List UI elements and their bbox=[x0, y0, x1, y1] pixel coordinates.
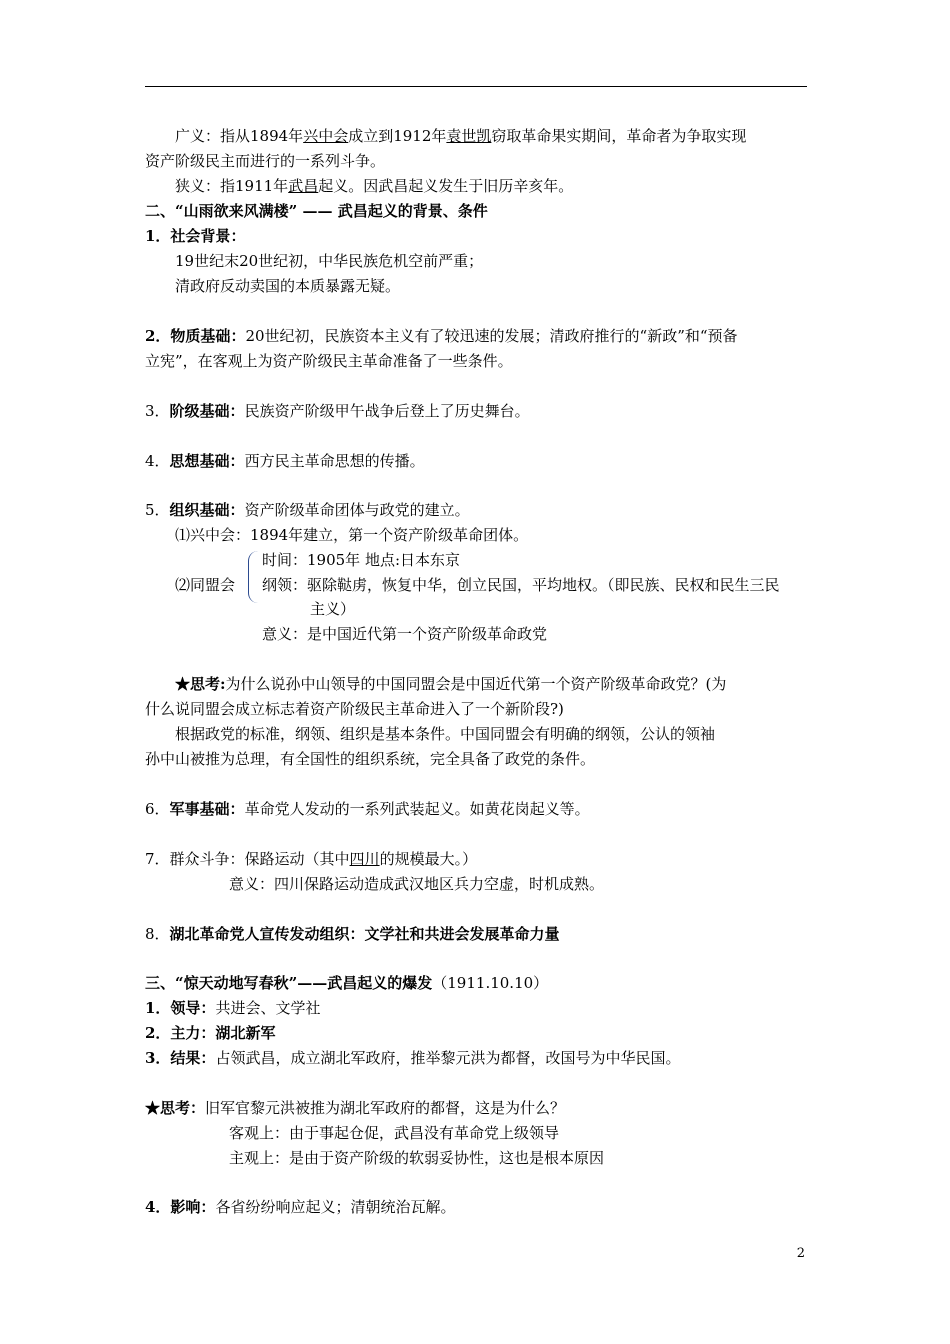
broad-text-c: 窃取革命果实期间，革命者为争取实现 bbox=[491, 127, 747, 145]
narrow-definition bbox=[175, 175, 573, 197]
s3-item-4-label: 4．影响： bbox=[145, 1198, 216, 1216]
think-2-label: ★思考： bbox=[145, 1099, 206, 1117]
s3-item-4 bbox=[145, 1196, 455, 1218]
s3-item-1-text: 共进会、文学社 bbox=[215, 999, 321, 1017]
section-2-title: 二、“山雨欲来风满楼” —— 武昌起义的背景、条件 bbox=[145, 202, 488, 220]
item-2-label: 2．物质基础： bbox=[145, 327, 246, 345]
item-4 bbox=[145, 450, 425, 472]
item-5-text: 资产阶级革命团体与政党的建立。 bbox=[244, 501, 470, 519]
think-2-objective: 客观上：由于事起仓促，武昌没有革命党上级领导 bbox=[229, 1124, 560, 1142]
item-4-num: 4． bbox=[145, 452, 170, 470]
broad-text-b: 成立到1912年 bbox=[348, 127, 447, 145]
item-8 bbox=[145, 923, 560, 945]
section-3-date: （1911.10.10） bbox=[432, 974, 549, 992]
item-5-program: 纲领：驱除鞑虏，恢复中华，创立民国，平均地权。（即民族、民权和民生三民 bbox=[262, 576, 780, 594]
think-2 bbox=[145, 1097, 565, 1119]
think-1-label: ★思考: bbox=[175, 675, 226, 693]
item-3-text: 民族资产阶级甲午战争后登上了历史舞台。 bbox=[244, 402, 530, 420]
wuchang-underlined: 武昌 bbox=[288, 177, 319, 195]
item-1-line-1: 19世纪末20世纪初，中华民族危机空前严重； bbox=[175, 252, 484, 270]
item-5-label: 组织基础： bbox=[169, 501, 245, 519]
think-1-question: 为什么说孙中山领导的中国同盟会是中国近代第一个资产阶级革命政党？(为 bbox=[225, 675, 727, 693]
think-1-answer: 根据政党的标准，纲领、组织是基本条件。中国同盟会有明确的纲领，公认的领袖 bbox=[175, 725, 716, 743]
header-rule bbox=[145, 86, 807, 87]
item-6 bbox=[145, 798, 590, 820]
item-4-text: 西方民主革命思想的传播。 bbox=[244, 452, 425, 470]
item-3 bbox=[145, 400, 530, 422]
s3-item-1 bbox=[145, 997, 320, 1019]
broad-text-a: 广义：指从1894年 bbox=[175, 127, 304, 145]
item-3-label: 阶级基础： bbox=[169, 402, 245, 420]
think-2-question: 旧军官黎元洪被推为湖北军政府的都督，这是为什么？ bbox=[205, 1099, 566, 1117]
broad-definition-cont: 资产阶级民主而进行的一系列斗争。 bbox=[145, 152, 386, 170]
item-5-significance: 意义：是中国近代第一个资产阶级革命政党 bbox=[262, 625, 548, 643]
think-1-answer-cont: 孙中山被推为总理，有全国性的组织系统，完全具备了政党的条件。 bbox=[145, 750, 596, 768]
s3-item-2: 2．主力：湖北新军 bbox=[145, 1024, 276, 1042]
item-5-sub-1: ⑴兴中会：1894年建立，第一个资产阶级革命团体。 bbox=[175, 526, 529, 544]
think-1 bbox=[175, 673, 726, 695]
item-2-cont: 立宪”，在客观上为资产阶级民主革命准备了一些条件。 bbox=[145, 352, 513, 370]
s3-item-3-label: 3．结果： bbox=[145, 1049, 216, 1067]
section-3-title: 三、“惊天动地写春秋”——武昌起义的爆发 bbox=[145, 974, 433, 992]
item-2-text: 20世纪初，民族资本主义有了较迅速的发展；清政府推行的“新政”和“预备 bbox=[245, 327, 738, 345]
item-5-num: 5． bbox=[145, 501, 170, 519]
think-1-question-cont: 什么说同盟会成立标志着资产阶级民主革命进入了一个新阶段?) bbox=[145, 700, 564, 718]
yuanshikai-underlined: 袁世凯 bbox=[446, 127, 492, 145]
item-1-line-2: 清政府反动卖国的本质暴露无疑。 bbox=[175, 277, 401, 295]
xingzhonghui-underlined: 兴中会 bbox=[303, 127, 349, 145]
item-7 bbox=[145, 848, 477, 870]
narrow-text-a: 狭义：指1911年 bbox=[175, 177, 289, 195]
think-2-subjective: 主观上：是由于资产阶级的软弱妥协性，这也是根本原因 bbox=[229, 1149, 605, 1167]
page-number: 2 bbox=[796, 1246, 805, 1261]
item-1-label: 1．社会背景： bbox=[145, 227, 246, 245]
item-3-num: 3． bbox=[145, 402, 170, 420]
item-7-text-b: 的规模最大。） bbox=[379, 850, 478, 868]
sichuan-underlined: 四川 bbox=[349, 850, 380, 868]
item-6-num: 6． bbox=[145, 800, 170, 818]
item-8-num: 8． bbox=[145, 925, 170, 943]
s3-item-3 bbox=[145, 1047, 680, 1069]
item-8-text: 湖北革命党人宣传发动组织：文学社和共进会发展革命力量 bbox=[169, 925, 560, 943]
item-5-program-cont: 主义） bbox=[310, 600, 356, 618]
item-4-label: 思想基础： bbox=[169, 452, 245, 470]
narrow-text-b: 起义。因武昌起义发生于旧历辛亥年。 bbox=[318, 177, 574, 195]
item-5-time-place: 时间：1905年 地点:日本东京 bbox=[262, 551, 460, 569]
broad-definition bbox=[175, 125, 746, 147]
item-7-significance: 意义：四川保路运动造成武汉地区兵力空虚，时机成熟。 bbox=[229, 875, 605, 893]
curly-brace bbox=[248, 551, 259, 603]
item-2 bbox=[145, 325, 738, 347]
s3-item-4-text: 各省纷纷响应起义；清朝统治瓦解。 bbox=[215, 1198, 456, 1216]
item-6-label: 军事基础： bbox=[169, 800, 245, 818]
item-5 bbox=[145, 499, 470, 521]
s3-item-1-label: 1．领导： bbox=[145, 999, 216, 1017]
item-6-text: 革命党人发动的一系列武装起义。如黄花岗起义等。 bbox=[244, 800, 590, 818]
item-7-text-a: 7．群众斗争：保路运动（其中 bbox=[145, 850, 350, 868]
s3-item-3-text: 占领武昌，成立湖北军政府，推举黎元洪为都督，改国号为中华民国。 bbox=[215, 1049, 681, 1067]
item-5-sub-2: ⑵同盟会 bbox=[175, 576, 236, 594]
section-3-title-line bbox=[145, 972, 548, 994]
